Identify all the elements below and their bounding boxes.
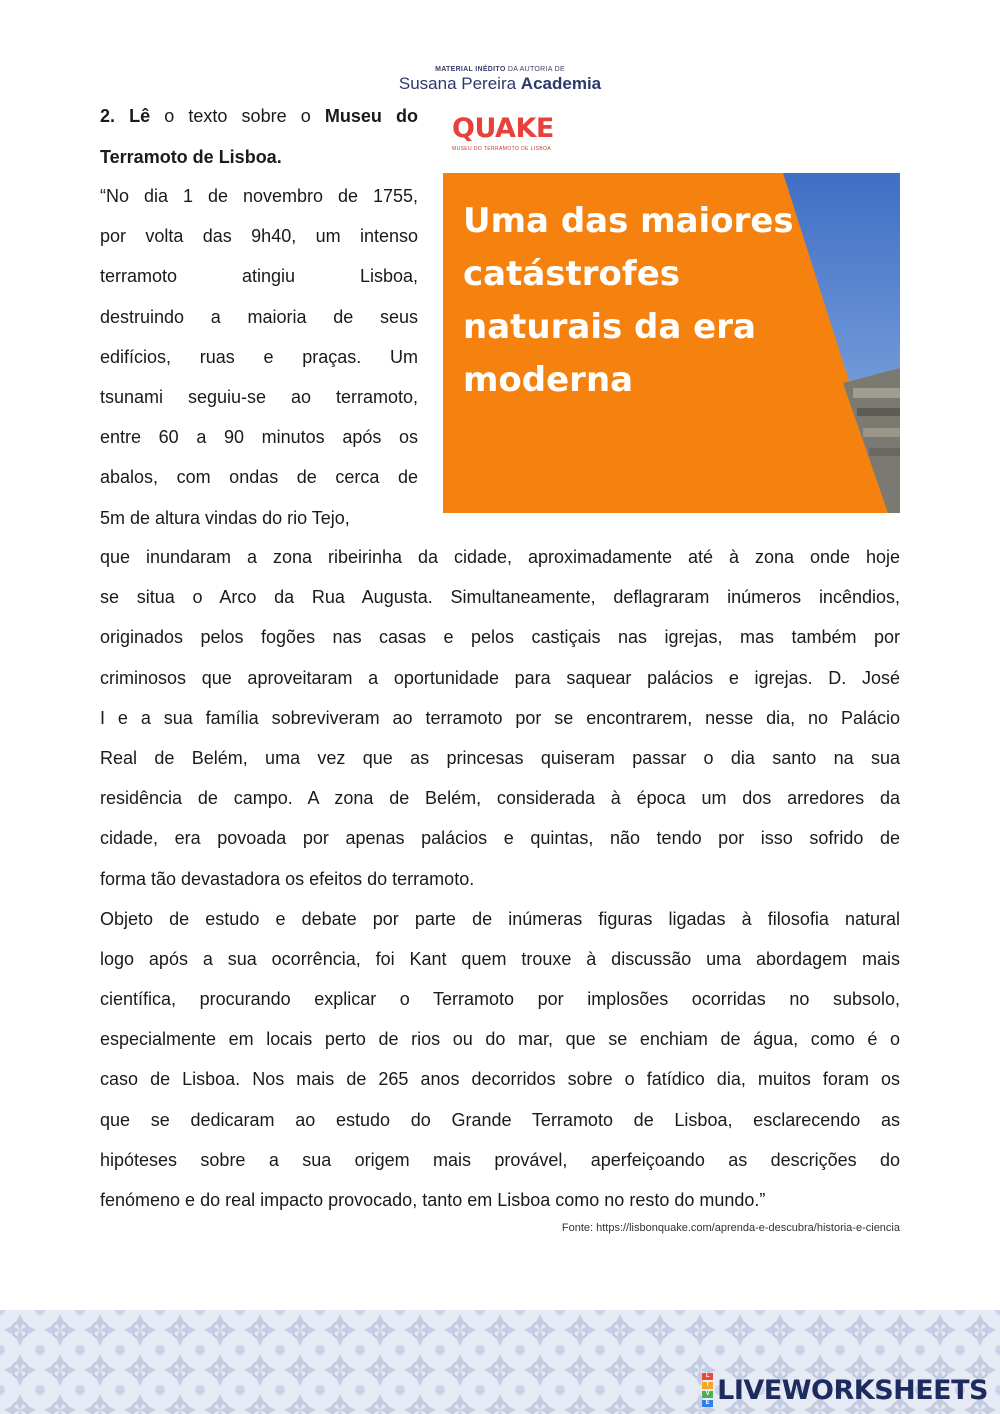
header-brand: Susana Pereira Academia — [398, 74, 602, 93]
text-line: Real de Belém, uma vez que as princesas quiseram passar o dia santo na sua — [100, 747, 900, 768]
text-line: hipóteses sobre a sua origem mais provável, aperfeiçoando as descrições do — [100, 1149, 900, 1170]
question-intro-line2: Terramoto de Lisboa. — [100, 147, 282, 167]
text-line: que se dedicaram ao estudo do Grande Terramoto de Lisboa, esclarecendo as — [100, 1109, 900, 1130]
text-line: I e a sua família sobreviveram ao terramoto por se encontrarem, nesse dia, no Palácio — [100, 707, 900, 728]
text-line: “No dia 1 de novembro de 1755, — [100, 186, 418, 206]
text-line: cidade, era povoada por apenas palácios e quintas, não tendo por isso sofrido de — [100, 828, 900, 849]
quake-logo-word: QUAKE — [452, 113, 554, 144]
liveworksheets-icon: L I V E — [702, 1372, 713, 1408]
liveworksheets-logo: L I V E LIVEWORKSHEETS — [702, 1372, 988, 1408]
text-line: 5m de altura vindas do rio Tejo, — [100, 507, 350, 528]
question-intro: 2. Lê o texto sobre o Museu do — [100, 106, 418, 126]
text-line: logo após a sua ocorrência, foi Kant quem trouxe à discussão uma abordagem mais — [100, 948, 900, 969]
text-line: terramoto atingiu Lisboa, — [100, 266, 418, 287]
text-line: tsunami seguiu-se ao terramoto, — [100, 386, 418, 407]
text-line: se situa o Arco da Rua Augusta. Simultaneamente, deflagraram inúmeros incêndios, — [100, 587, 900, 608]
text-line: que inundaram a zona ribeirinha da cidade, aproximadamente até à zona onde hoje — [100, 547, 900, 567]
text-line: Objeto de estudo e debate por parte de inúmeras figuras ligadas à filosofia natural — [100, 908, 900, 929]
text-line: forma tão devastadora os efeitos do terramoto. — [100, 868, 475, 889]
body-text — [100, 537, 900, 1220]
text-line: destruindo a maioria de seus — [100, 306, 418, 327]
text-line: científica, procurando explicar o Terramoto por implosões ocorridas no subsolo, — [100, 989, 900, 1010]
text-line: edifícios, ruas e praças. Um — [100, 346, 418, 367]
text-line: originados pelos fogões nas casas e pelos castiçais nas igrejas, mas também por — [100, 627, 900, 648]
source-citation: Fonte: https://lisbonquake.com/aprenda-e-descubra/historia-e-ciencia — [561, 1222, 900, 1234]
header-tagline: MATERIAL INÉDITO DA AUTORIA DE — [435, 66, 565, 73]
museum-banner-image — [443, 173, 900, 513]
quake-logo: QUAKE MUSEU DO TERRAMOTO DE LISBOA — [452, 113, 554, 152]
text-line: entre 60 a 90 minutos após os — [100, 427, 418, 448]
text-line: criminosos que aproveitaram a oportunidade para saquear palácios e igrejas. D. José — [100, 667, 900, 688]
text-line: por volta das 9h40, um intenso — [100, 226, 418, 247]
text-line: especialmente em locais perto de rios ou do mar, que se enchiam de água, como é o — [100, 1029, 900, 1050]
text-line: caso de Lisboa. Nos mais de 265 anos decorridos sobre o fatídico dia, muitos foram os — [100, 1069, 900, 1090]
text-line: residência de campo. A zona de Belém, considerada à época um dos arredores da — [100, 788, 900, 809]
text-line: abalos, com ondas de cerca de — [100, 467, 418, 488]
header — [0, 66, 1000, 94]
column-text — [100, 176, 418, 538]
text-line: fenómeno e do real impacto provocado, tanto em Lisboa como no resto do mundo.” — [100, 1190, 766, 1210]
banner-title: Uma das maiores catástrofes naturais da era moderna — [463, 201, 794, 400]
